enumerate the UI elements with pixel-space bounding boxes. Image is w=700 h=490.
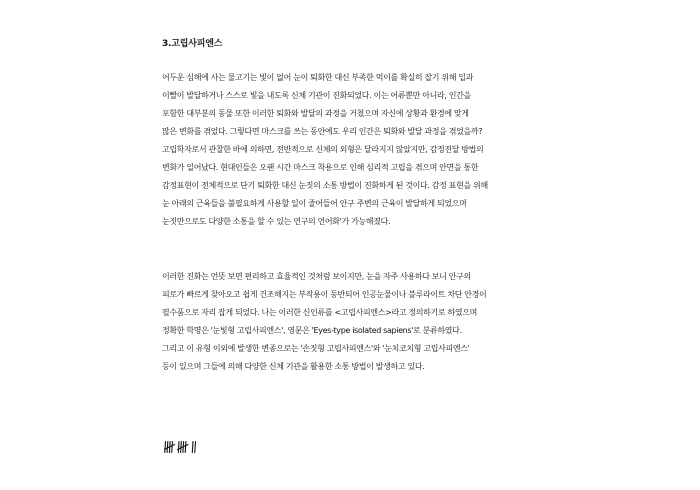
paragraph-line: 많은 변화를 겪었다. 그렇다면 마스크를 쓰는 동안에도 우리 인간은 퇴화와 발달 과정을 겪었을까? [162, 127, 483, 136]
paragraph-line: 이빨이 발달하거나 스스로 빛을 내도록 신체 기관이 진화되었다. 이는 어류뿐만 아니라, 인간을 [162, 91, 471, 100]
paragraph-line: 정확한 학명은 '눈빛형 고립사피엔스', 영문은 'Eyes-type isolated sapiens'로 분류하였다. [162, 326, 462, 335]
paragraph-line: 어두운 심해에 사는 물고기는 빛이 없어 눈이 퇴화한 대신 부족한 먹이를 확실히 잡기 위해 입과 [162, 73, 474, 82]
tally-marks-icon [164, 440, 206, 454]
paragraph-line: 고립학자로서 관찰한 바에 의하면, 전반적으로 신체의 외형은 달라지지 않았지만, 감정전달 방법의 [162, 145, 484, 154]
paragraph-line: 그리고 이 유형 이외에 발생한 변종으로는 '손짓형 고립사피엔스'와 '눈치코치형 고립사피엔스' [162, 344, 470, 353]
paragraph-line: 필수품으로 자리 잡게 되었다. 나는 이러한 신인류를 <고립사피엔스>라고 정의하기로 하였으며 [162, 308, 477, 317]
paragraph-line: 변화가 일어났다. 현대인들은 오랜 시간 마스크 착용으로 인해 심리적 고립을 겪으며 안면을 통한 [162, 163, 479, 172]
paragraph-line: 감정표현이 전체적으로 단기 퇴화한 대신 눈짓의 소통 방법이 진화하게 된 것이다. 감정 표현을 위해 [162, 181, 488, 190]
paragraph-line: 등이 있으며 그들에 의해 다양한 신체 기관을 활용한 소통 방법이 발생하고 있다. [162, 362, 425, 371]
paragraph-line: 피로가 빠르게 찾아오고 쉽게 건조해지는 부작용이 동반되어 인공눈물이나 블루라이트 차단 안경이 [162, 290, 487, 299]
paragraph-line: 포함한 대부분의 동물 또한 이러한 퇴화와 발달의 과정을 거쳤으며 자신에 상황과 환경에 맞게 [162, 109, 469, 118]
paragraph-line: 이러한 진화는 언뜻 보면 편리하고 효율적인 것처럼 보이지만, 눈을 자주 사용하다 보니 안구의 [162, 272, 471, 281]
paragraph-2 [162, 268, 542, 376]
paragraph-line: 눈 아래의 근육들을 불필요하게 사용할 일이 줄어들어 안구 주변의 근육이 발달하게 되었으며 [162, 199, 467, 208]
paragraph-line: 눈짓만으로도 다양한 소통을 할 수 있는 연구의 언어화'가 가능해졌다. [162, 217, 391, 226]
paragraph-1 [162, 69, 542, 231]
section-heading: 3.고립사피엔스 [162, 39, 223, 49]
